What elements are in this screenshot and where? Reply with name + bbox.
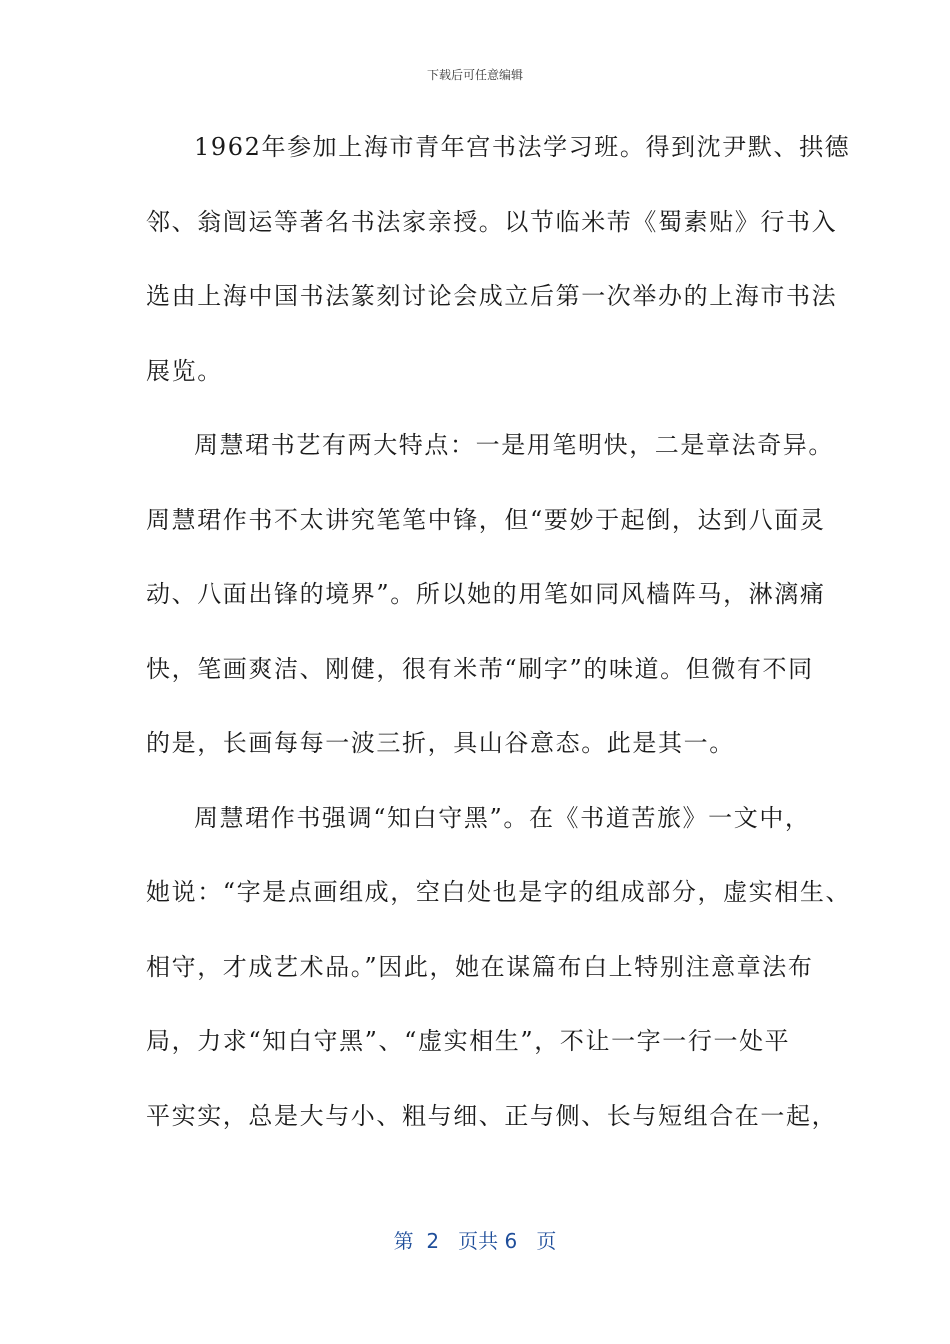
header-note: 下载后可任意编辑 <box>426 68 523 82</box>
text-line: 她说：“字是点画组成，空白处也是字的组成部分，虚实相生、 <box>146 878 852 906</box>
text-line: 周慧珺作书强调“知白守黑”。在《书道苦旅》一文中， <box>194 803 811 832</box>
document-body <box>146 120 852 1163</box>
paragraph-2 <box>146 418 834 791</box>
text-line: 动、八面出锋的境界”。所以她的用笔如同风樯阵马，淋漓痛 <box>146 580 826 608</box>
text-line: 平实实，总是大与小、粗与细、正与侧、长与短组合在一起， <box>146 1101 838 1130</box>
text-line: 选由上海中国书法篆刻讨论会成立后第一次举办的上海市书法 <box>146 282 838 310</box>
text-line: 1962年参加上海市青年宫书法学习班。得到沈尹默、拱德 <box>194 133 851 161</box>
text-line: 相守，才成艺术品。”因此，她在谋篇布白上特别注意章法布 <box>146 952 814 981</box>
text-line: 快，笔画爽洁、刚健，很有米芾“刷字”的味道。但微有不同 <box>146 654 814 683</box>
text-line: 邻、翁闿运等著名书法家亲授。以节临米芾《蜀素贴》行书入 <box>146 207 838 236</box>
text-line: 周慧珺书艺有两大特点：一是用笔明快，二是章法奇异。 <box>194 431 834 459</box>
text-line: 周慧珺作书不太讲究笔笔中锋，但“要妙于起倒，达到八面灵 <box>146 505 826 534</box>
text-line: 的是，长画每每一波三折，具山谷意态。此是其一。 <box>146 729 735 757</box>
text-line: 展览。 <box>146 356 223 385</box>
text-line: 局，力求“知白守黑”、“虚实相生”，不让一字一行一处平 <box>146 1027 791 1055</box>
page-number-footer: 第 2 页共 6 页 <box>393 1229 557 1253</box>
paragraph-3 <box>146 791 852 1164</box>
paragraph-1 <box>146 120 851 418</box>
